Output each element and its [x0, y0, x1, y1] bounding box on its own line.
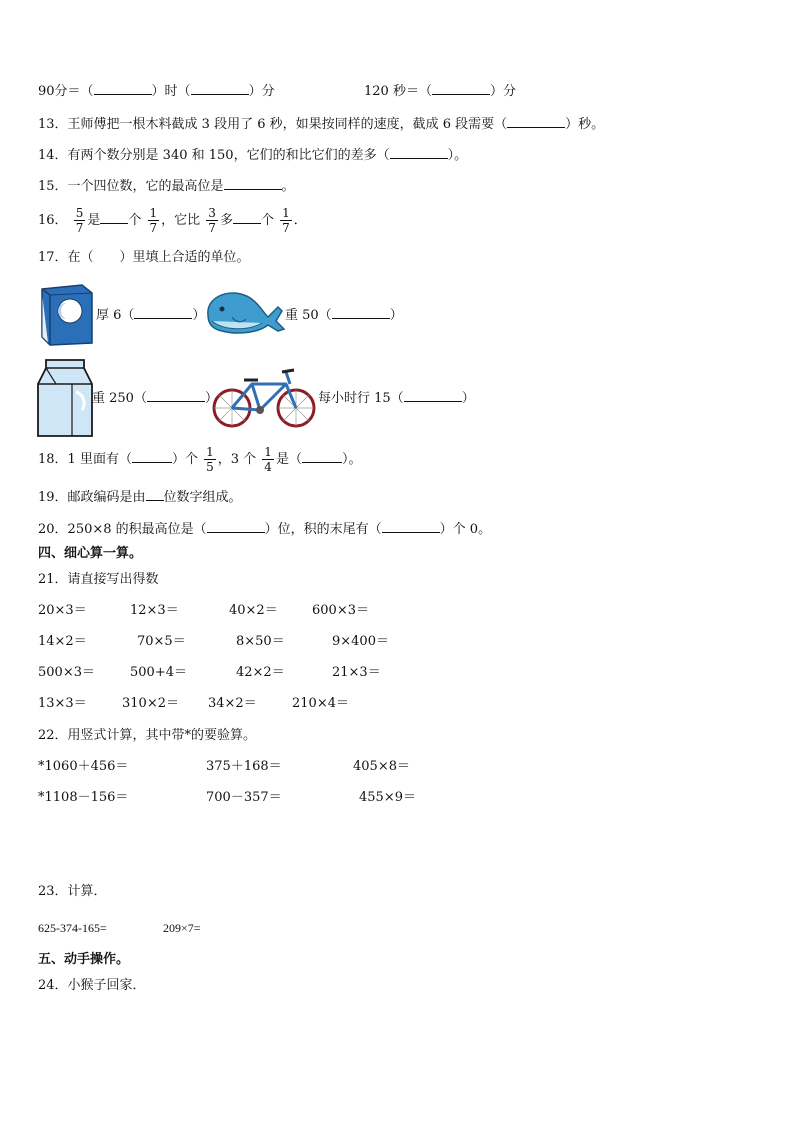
question-15: 15．一个四位数，它的最高位是 。	[38, 179, 295, 194]
question-18: 18．1 里面有（ ）个 $\frac{1}{5}$ ，3 个 $\frac{1}{4}$ 是（ ）。	[38, 445, 362, 474]
fraction: $\frac{1}{7}$	[282, 206, 290, 235]
calc-item: 375＋168＝	[206, 759, 282, 774]
calc-item: 310×2＝	[122, 696, 179, 711]
book-question: 厚 6（ ）	[96, 308, 206, 323]
question-12: 90分＝（ ）时（ ）分	[38, 84, 275, 99]
calc-item: 13×3＝	[38, 696, 87, 711]
calc-item: 210×4＝	[292, 696, 349, 711]
calc-item: 405×8＝	[353, 759, 410, 774]
answer-blank[interactable]	[432, 82, 490, 95]
answer-blank[interactable]	[507, 115, 565, 128]
calc-item: 20×3＝	[38, 603, 87, 618]
book-icon	[36, 283, 96, 347]
question-22-title: 22．用竖式计算，其中带*的要验算。	[38, 728, 257, 743]
answer-blank[interactable]	[302, 450, 342, 463]
answer-blank[interactable]	[233, 211, 261, 224]
question-24-title: 24．小猴子回家．	[38, 978, 146, 993]
question-13: 13．王师傅把一根木料截成 3 段用了 6 秒，如果按同样的速度，截成 6 段需要（ ）秒。	[38, 117, 605, 132]
question-14: 14．有两个数分别是 340 和 150，它们的和比它们的差多（ ）。	[38, 148, 468, 163]
answer-blank[interactable]	[134, 306, 192, 319]
calc-item: 500×3＝	[38, 665, 95, 680]
calc-item: 8×50＝	[236, 634, 285, 649]
whale-icon	[202, 287, 286, 337]
bicycle-question: 每小时行 15（ ）	[318, 391, 475, 406]
calc-item: 70×5＝	[137, 634, 186, 649]
question-16: 16． $\frac{5}{7}$ 是 个 $\frac{1}{7}$ ，它比 $\frac{3}{7}$ 多 个 $\frac{1}{7}$ ．	[38, 206, 307, 235]
answer-blank[interactable]	[382, 520, 440, 533]
answer-blank[interactable]	[146, 488, 164, 501]
answer-blank[interactable]	[404, 389, 462, 402]
question-17-title: 17．在（ ）里填上合适的单位。	[38, 250, 250, 265]
calc-item: *1060＋456＝	[38, 759, 129, 774]
calc-item: 9×400＝	[332, 634, 389, 649]
calc-item: 21×3＝	[332, 665, 381, 680]
milk-question: 重 250（ ）	[92, 391, 218, 406]
bicycle-icon	[210, 364, 320, 430]
section-4-heading: 四、细心算一算。	[38, 546, 143, 561]
answer-blank[interactable]	[390, 146, 448, 159]
fraction: $\frac{1}{4}$	[264, 445, 272, 474]
calc-item: 42×2＝	[236, 665, 285, 680]
question-20: 20．250×8 的积最高位是（ ）位，积的末尾有（ ）个 0。	[38, 522, 492, 537]
fraction: $\frac{3}{7}$	[208, 206, 216, 235]
milk-carton-icon	[36, 358, 94, 438]
calc-item: 34×2＝	[208, 696, 257, 711]
calc-item: 12×3＝	[130, 603, 179, 618]
answer-blank[interactable]	[132, 450, 172, 463]
fraction: $\frac{1}{7}$	[149, 206, 158, 235]
calc-item: 700－357＝	[206, 790, 282, 805]
answer-blank[interactable]	[94, 82, 152, 95]
question-19: 19．邮政编码是由 位数字组成。	[38, 490, 242, 505]
calc-item: *1108－156＝	[38, 790, 129, 805]
question-23-title: 23．计算．	[38, 884, 107, 899]
calc-item: 600×3＝	[312, 603, 369, 618]
question-21-title: 21．请直接写出得数	[38, 572, 159, 587]
answer-blank[interactable]	[100, 211, 128, 224]
whale-question: 重 50（ ）	[285, 308, 403, 323]
calc-item: 40×2＝	[229, 603, 278, 618]
question-12-part2: 120 秒＝（ ）分	[364, 84, 516, 99]
answer-blank[interactable]	[207, 520, 265, 533]
calc-item: 14×2＝	[38, 634, 87, 649]
fraction: $\frac{1}{5}$	[206, 445, 214, 474]
section-5-heading: 五、动手操作。	[38, 952, 130, 967]
calc-item: 455×9＝	[359, 790, 416, 805]
calc-item: 500+4＝	[130, 665, 187, 680]
answer-blank[interactable]	[191, 82, 249, 95]
calc-item: 625-374-165=	[38, 921, 107, 935]
answer-blank[interactable]	[332, 306, 390, 319]
calc-item: 209×7=	[163, 921, 201, 935]
fraction: $\frac{5}{7}$	[75, 206, 84, 235]
answer-blank[interactable]	[224, 177, 282, 190]
answer-blank[interactable]	[147, 389, 205, 402]
